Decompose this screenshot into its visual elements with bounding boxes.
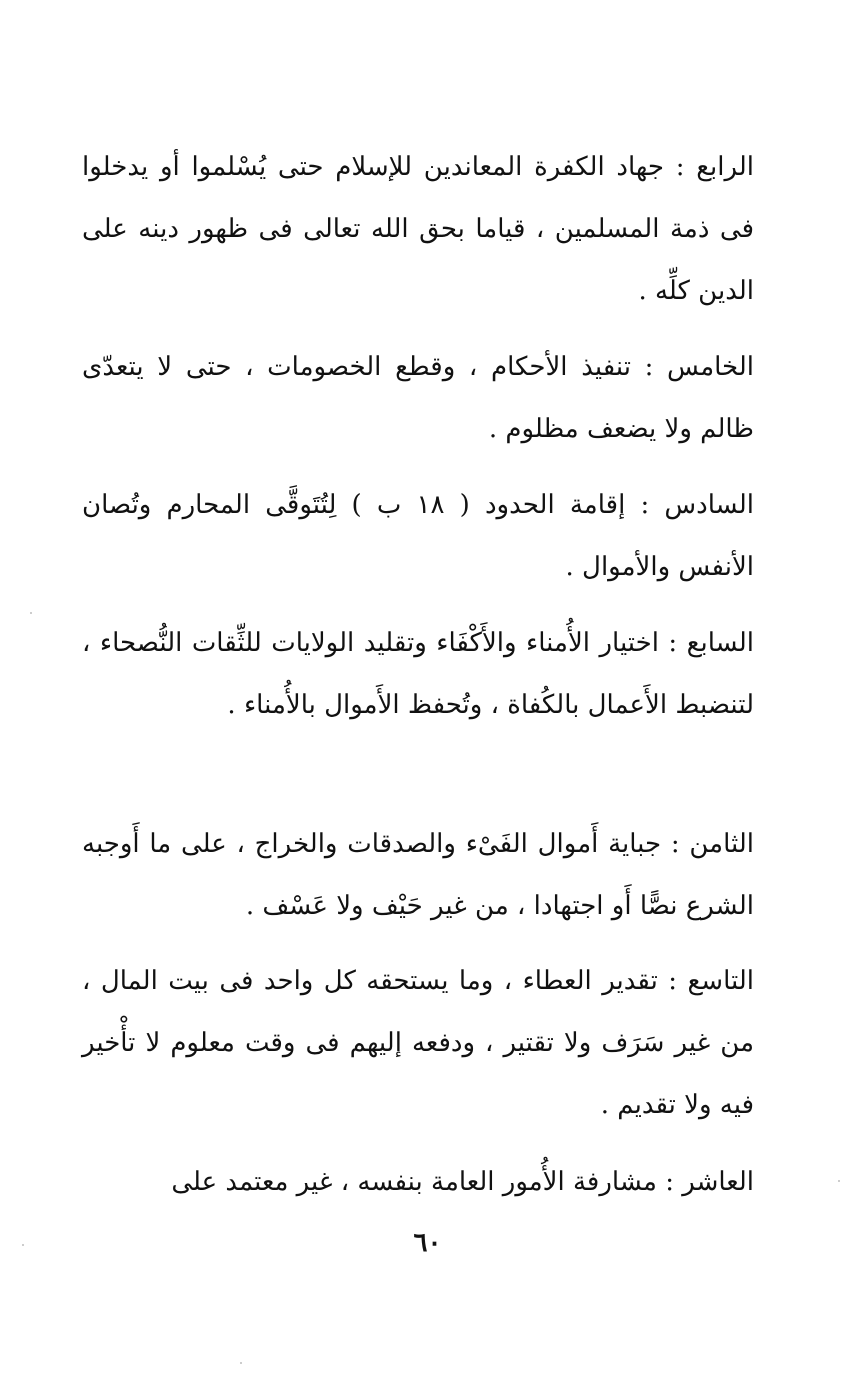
paragraph-text: العاشر : مشارفة الأُمور العامة بنفسه ، غير معتمد على: [171, 1167, 754, 1197]
paragraph-tenth: [82, 1151, 754, 1213]
paragraph-fifth: [82, 336, 754, 460]
paragraph-text: التاسع : تقدير العطاء ، وما يستحقه كل واحد فى بيت المال ، من غير سَرَف ولا تقتير ، ودفعه إليهم فى وقت معلوم لا تأْخير فيه ولا تقديم .: [82, 966, 754, 1120]
paragraph-fourth: [82, 136, 754, 322]
scan-speck: [30, 612, 32, 614]
paragraph-text: السابع : اختيار الأُمناء والأَكْفَاء وتقليد الولايات للثِّقات النُّصحاء ، لتنضبط الأَعمال بالكُفاة ، وتُحفظ الأَموال بالأُمناء .: [82, 628, 754, 720]
scan-speck: [22, 1244, 24, 1246]
paragraph-text: السادس : إقامة الحدود ( ١٨ ب ) لِتُتَوقَّى المحارم وتُصان الأنفس والأموال .: [82, 490, 754, 582]
paragraph-text: الرابع : جهاد الكفرة المعاندين للإسلام حتى يُسْلموا أو يدخلوا فى ذمة المسلمين ، قياما بحق الله تعالى فى ظهور دينه على الدين كلِّه .: [82, 152, 754, 306]
scan-speck: [240, 1362, 242, 1364]
paragraph-eighth: [82, 813, 754, 937]
scan-speck: [838, 1180, 840, 1182]
paragraph-text: الخامس : تنفيذ الأحكام ، وقطع الخصومات ، حتى لا يتعدّى ظالم ولا يضعف مظلوم .: [82, 352, 754, 444]
page-number: ٦٠: [413, 1228, 442, 1258]
paragraph-seventh: [82, 612, 754, 736]
paragraph-sixth: [82, 474, 754, 598]
paragraph-text: الثامن : جباية أَموال الفَىْء والصدقات والخراج ، على ما أَوجبه الشرع نصًّا أَو اجتهادا ، من غير حَيْف ولا عَسْف .: [82, 829, 754, 921]
paragraph-ninth: [82, 950, 754, 1136]
